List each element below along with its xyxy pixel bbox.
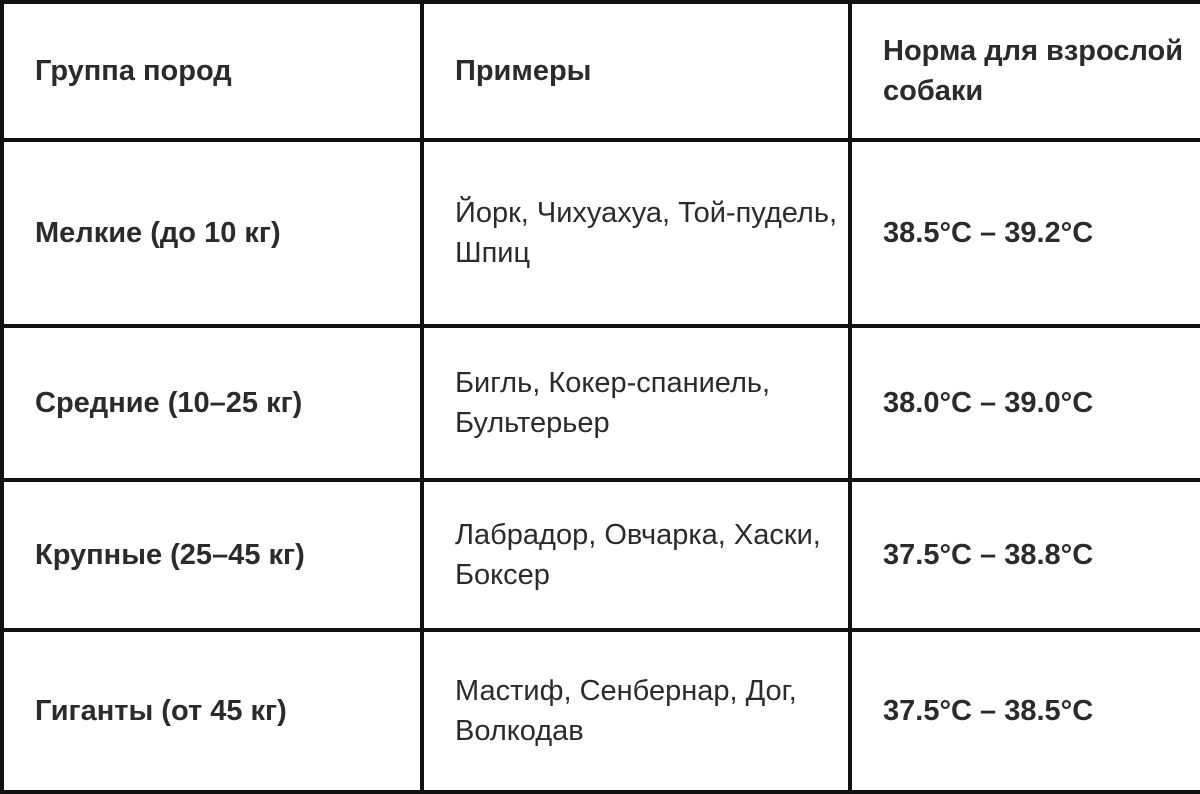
examples-cell: Мастиф, Сенбернар, Дог, Волкодав: [422, 630, 850, 792]
examples-cell: Йорк, Чихуахуа, Той-пудель, Шпиц: [422, 140, 850, 326]
table-header-row: [2, 2, 1200, 140]
examples-cell: Лабрадор, Овчарка, Хаски, Боксер: [422, 480, 850, 630]
temperature-norm-cell: 38.5°C – 39.2°C: [850, 140, 1200, 326]
breed-group-cell: Мелкие (до 10 кг): [2, 140, 422, 326]
temperature-norm-cell: 37.5°C – 38.8°C: [850, 480, 1200, 630]
header-examples: Примеры: [422, 2, 850, 140]
breed-group-cell: Гиганты (от 45 кг): [2, 630, 422, 792]
temperature-norm-cell: 37.5°C – 38.5°C: [850, 630, 1200, 792]
table-row: [2, 480, 1200, 630]
header-adult-norm: Норма для взрослой собаки: [850, 2, 1200, 140]
table-row: [2, 326, 1200, 480]
table-row: [2, 140, 1200, 326]
table-row: [2, 630, 1200, 792]
breed-group-cell: Средние (10–25 кг): [2, 326, 422, 480]
breed-group-cell: Крупные (25–45 кг): [2, 480, 422, 630]
temperature-norm-cell: 38.0°C – 39.0°C: [850, 326, 1200, 480]
header-breed-group: Группа пород: [2, 2, 422, 140]
examples-cell: Бигль, Кокер-спаниель, Бультерьер: [422, 326, 850, 480]
